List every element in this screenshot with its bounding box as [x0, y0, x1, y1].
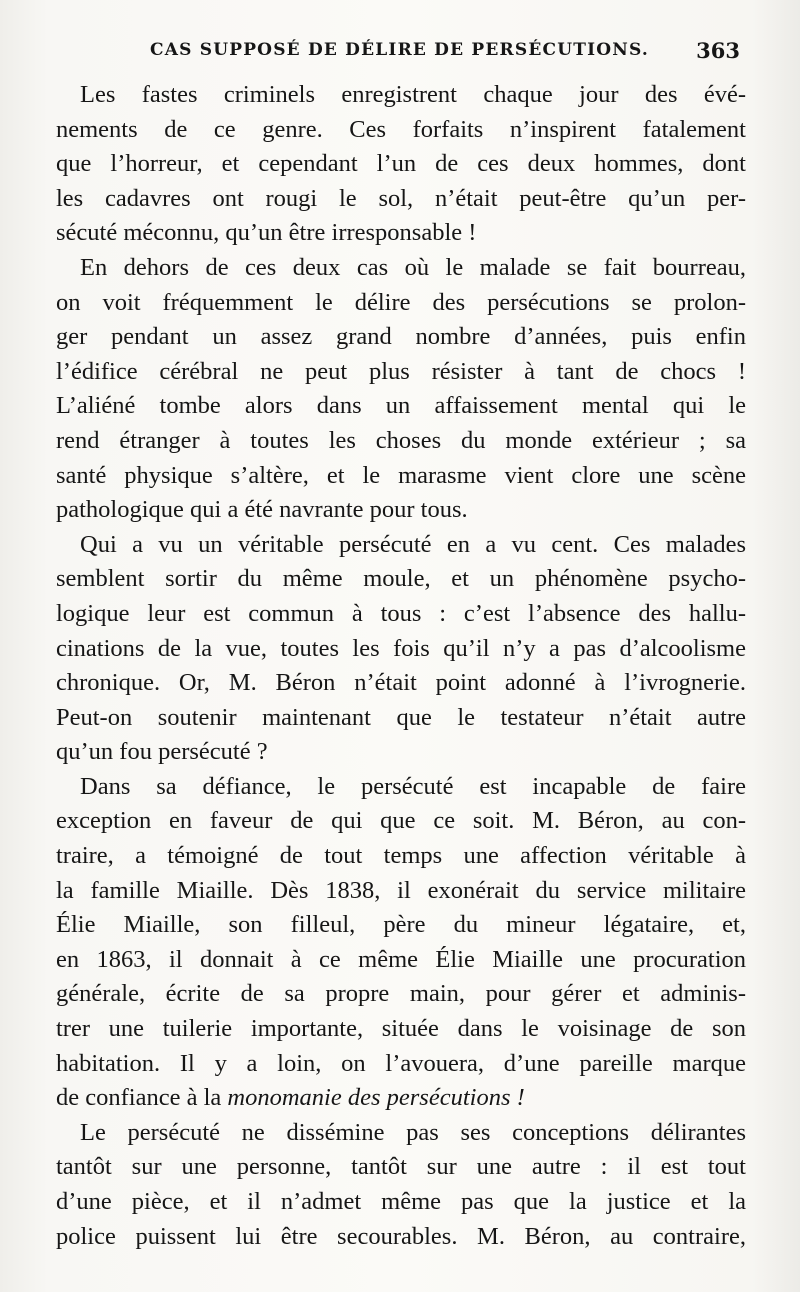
text-line: trer une tuilerie importante, située dans le voisinage de son — [56, 1015, 746, 1043]
text-line: exception en faveur de qui que ce soit. M. Béron, au con- — [56, 807, 746, 835]
running-head: CAS SUPPOSÉ DE DÉLIRE DE PERSÉCUTIONS. — [150, 40, 649, 60]
page-number: 363 — [696, 38, 740, 63]
text-line: semblent sortir du même moule, et un phénomène psycho- — [56, 565, 746, 593]
text-line: chronique. Or, M. Béron n’était point adonné à l’ivrognerie. — [56, 669, 746, 697]
text-line: L’aliéné tombe alors dans un affaissement mental qui le — [56, 392, 746, 420]
text-line: police puissent lui être secourables. M. Béron, au contraire, — [56, 1222, 746, 1250]
text-line: rend étranger à toutes les choses du monde extérieur ; sa — [56, 426, 746, 454]
text-line: on voit fréquemment le délire des persécutions se prolon- — [56, 288, 746, 316]
text-line: Les fastes criminels enregistrent chaque jour des évé- — [80, 81, 746, 108]
text-line: que l’horreur, et cependant l’un de ces deux hommes, dont — [56, 150, 746, 178]
text-line: générale, écrite de sa propre main, pour gérer et adminis- — [56, 980, 746, 1008]
text-line: qu’un fou persécuté ? — [56, 738, 268, 766]
italic-phrase: monomanie des persécutions ! — [227, 1084, 525, 1112]
text-line: Le persécuté ne dissémine pas ses conceptions délirantes — [80, 1118, 746, 1146]
text-line: Dans sa défiance, le persécuté est incapable de faire — [80, 772, 746, 800]
text-line: En dehors de ces deux cas où le malade se fait bourreau, — [80, 253, 746, 281]
text-line: tantôt sur une personne, tantôt sur une autre : il est tout — [56, 1153, 746, 1181]
text-line: cinations de la vue, toutes les fois qu’il n’y a pas d’alcoolisme — [56, 634, 746, 662]
text-line: habitation. Il y a loin, on l’avouera, d’une pareille marque — [56, 1049, 746, 1077]
text-line — [56, 1081, 746, 1116]
body-text — [56, 78, 746, 1254]
text-line: ger pendant un assez grand nombre d’années, puis enfin — [56, 323, 746, 351]
text-line: logique leur est commun à tous : c’est l’absence des hallu- — [56, 599, 746, 627]
text-line: les cadavres ont rougi le sol, n’était peut-être qu’un per- — [56, 184, 746, 212]
text-line: Élie Miaille, son filleul, père du mineur légataire, et, — [56, 911, 746, 939]
text-line: Qui a vu un véritable persécuté en a vu cent. Ces malades — [80, 530, 746, 558]
text-line: santé physique s’altère, et le marasme vient clore une scène — [56, 461, 746, 489]
text-line: pathologique qui a été navrante pour tous. — [56, 496, 468, 524]
text-line: traire, a témoigné de tout temps une affection véritable à — [56, 842, 746, 870]
text-segment: de confiance à la — [56, 1084, 222, 1112]
text-line: en 1863, il donnait à ce même Élie Miaille une procuration — [56, 945, 746, 973]
page-header — [150, 40, 740, 70]
text-line: sécuté méconnu, qu’un être irresponsable ! — [56, 219, 477, 247]
text-line: la famille Miaille. Dès 1838, il exonérait du service militaire — [56, 876, 746, 904]
text-line: d’une pièce, et il n’admet même pas que la justice et la — [56, 1188, 746, 1215]
text-line: Peut-on soutenir maintenant que le testateur n’était autre — [56, 703, 746, 731]
text-line: nements de ce genre. Ces forfaits n’inspirent fatalement — [56, 115, 746, 143]
text-line: l’édifice cérébral ne peut plus résister à tant de chocs ! — [56, 357, 746, 385]
